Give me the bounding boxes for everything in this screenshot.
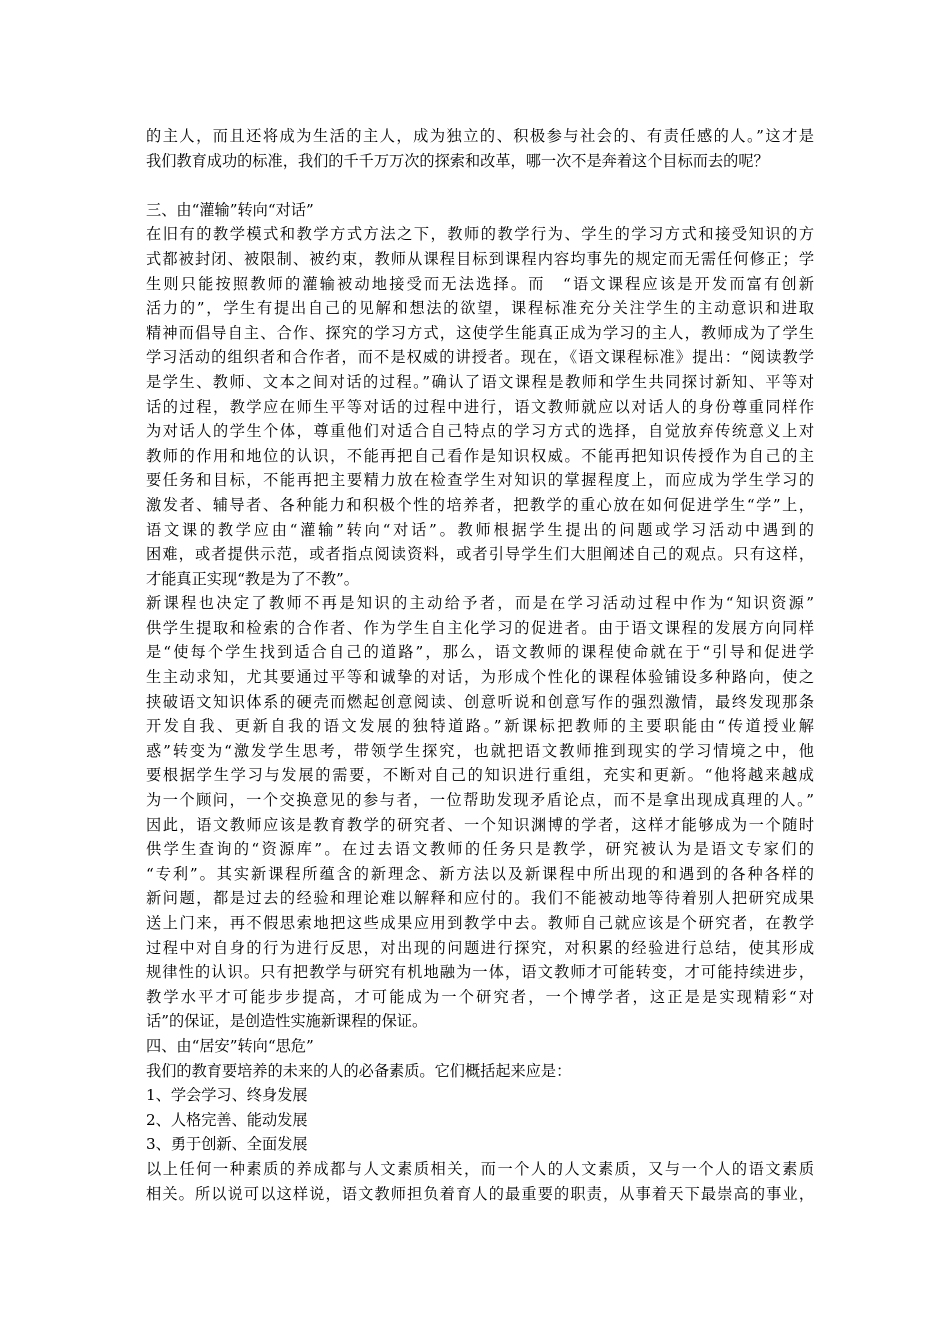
text-line: 新课程也决定了教师不再是知识的主动给予者，而是在学习活动过程中作为“知识资源” xyxy=(146,594,814,613)
text-line: 四、由“居安”转向“思危” xyxy=(146,1036,314,1055)
text-line: 生主动求知，尤其要通过平等和诚挚的对话，为形成个性化的课程体验铺设多种路向，使之 xyxy=(146,668,814,687)
text-line: 教师的作用和地位的认识，不能再把自己看作是知识权威。不能再把知识传授作为自己的主 xyxy=(146,446,814,465)
text-line: 话”的保证，是创造性实施新课程的保证。 xyxy=(146,1012,428,1031)
text-line: 为一个顾问，一个交换意见的参与者，一位帮助发现矛盾论点，而不是拿出现成真理的人。” xyxy=(146,791,814,810)
text-line: 我们的教育要培养的未来的人的必备素质。它们概括起来应是： xyxy=(146,1061,572,1080)
text-line: 惑”转变为“激发学生思考，带领学生探究，也就把语文教师推到现实的学习情境之中，他 xyxy=(146,741,814,760)
text-line: 是学生、教师、文本之间对话的过程。”确认了语文课程是教师和学生共同探讨新知、平等对 xyxy=(146,372,814,391)
text-line: 供学生查询的“资源库”。在过去语文教师的任务只是教学，研究被认为是语文专家们的 xyxy=(146,840,814,859)
text-line: 语文课的教学应由“灌输”转向“对话”。教师根据学生提出的问题或学习活动中遇到的 xyxy=(146,520,814,539)
text-line: 3、勇于创新、全面发展 xyxy=(146,1135,308,1154)
text-line: 困难，或者提供示范，或者指点阅读资料，或者引导学生们大胆阐述自己的观点。只有这样， xyxy=(146,545,814,564)
text-line: 的主人，而且还将成为生活的主人，成为独立的、积极参与社会的、有责任感的人。”这才是 xyxy=(146,127,814,145)
text-line: 因此，语文教师应该是教育教学的研究者、一个知识渊博的学者，这样才能够成为一个随时 xyxy=(146,815,814,834)
text-line: 要根据学生学习与发展的需要，不断对自己的知识进行重组，充实和更新。“他将越来越成 xyxy=(146,766,814,785)
text-line: 精神而倡导自主、合作、探究的学习方式，这使学生能真正成为学习的主人，教师成为了学生 xyxy=(146,323,814,342)
text-line: 挟破语文知识体系的硬壳而燃起创意阅读、创意听说和创意写作的强烈激情，最终发现那条 xyxy=(146,692,814,711)
text-line: 活力的”，学生有提出自己的见解和想法的欲望，课程标准充分关注学生的主动意识和进取 xyxy=(146,299,814,318)
text-line: 开发自我、更新自我的语文发展的独特道路。”新课标把教师的主要职能由“传道授业解 xyxy=(146,717,814,736)
text-line: 激发者、辅导者、各种能力和积极个性的培养者，把教学的重心放在如何促进学生“学”上， xyxy=(146,495,814,514)
text-line: 在旧有的教学模式和教学方式方法之下，教师的教学行为、学生的学习方式和接受知识的方 xyxy=(146,225,814,244)
text-line: 我们教育成功的标准，我们的千千万万次的探索和改革，哪一次不是奔着这个目标而去的呢？ xyxy=(146,151,769,170)
text-line: 话的过程，教学应在师生平等对话的过程中进行，语文教师就应以对话人的身份尊重同样作 xyxy=(146,397,814,416)
text-line: 2、人格完善、能动发展 xyxy=(146,1110,308,1129)
text-line: 送上门来，再不假思索地把这些成果应用到教学中去。教师自己就应该是个研究者，在教学 xyxy=(146,914,814,932)
text-line: 三、由“灌输”转向“对话” xyxy=(146,200,314,219)
text-line: 教学水平才可能步步提高，才可能成为一个研究者，一个博学者，这正是是实现精彩“对 xyxy=(146,987,814,1006)
text-line: 是“使每个学生找到适合自己的道路”，那么，语文教师的课程使命就在于“引导和促进学 xyxy=(146,643,814,662)
text-line: 才能真正实现“教是为了不教”。 xyxy=(146,569,359,588)
text-line: 新问题，都是过去的经验和理论难以解释和应付的。我们不能被动地等待着别人把研究成果 xyxy=(146,889,814,908)
text-line: 学习活动的组织者和合作者，而不是权威的讲授者。现在，《语文课程标准》提出：“阅读教学 xyxy=(146,348,814,367)
text-line: 生则只能按照教师的灌输被动地接受而无法选择。而 “语文课程应该是开发而富有创新 xyxy=(146,274,814,293)
blank-line xyxy=(146,173,814,198)
text-line: 相关。所以说可以这样说，语文教师担负着育人的最重要的职责，从事着天下最崇高的事业， xyxy=(146,1184,814,1203)
text-line: 为对话人的学生个体，尊重他们对适合自己特点的学习方式的选择，自觉放弃传统意义上对 xyxy=(146,422,814,441)
text-line: 1、学会学习、终身发展 xyxy=(146,1086,308,1105)
document-page xyxy=(146,124,814,1206)
text-line: 供学生提取和检索的合作者、作为学生自主化学习的促进者。由于语文课程的发展方向同样 xyxy=(146,618,814,637)
text-line: “专利”。其实新课程所蕴含的新理念、新方法以及新课程中所出现的和遇到的各种各样的 xyxy=(146,864,814,883)
text-line: 式都被封闭、被限制、被约束，教师从课程目标到课程内容均事先的规定而无需任何修正；学 xyxy=(146,249,814,268)
text-line: 过程中对自身的行为进行反思，对出现的问题进行探究，对积累的经验进行总结，使其形成 xyxy=(146,938,814,957)
text-line: 以上任何一种素质的养成都与人文素质相关，而一个人的人文素质，又与一个人的语文素质 xyxy=(146,1159,814,1178)
text-line: 规律性的认识。只有把教学与研究有机地融为一体，语文教师才可能转变，才可能持续进步， xyxy=(146,963,814,982)
text-line: 要任务和目标，不能再把主要精力放在检查学生对知识的掌握程度上，而应成为学生学习的 xyxy=(146,471,814,490)
